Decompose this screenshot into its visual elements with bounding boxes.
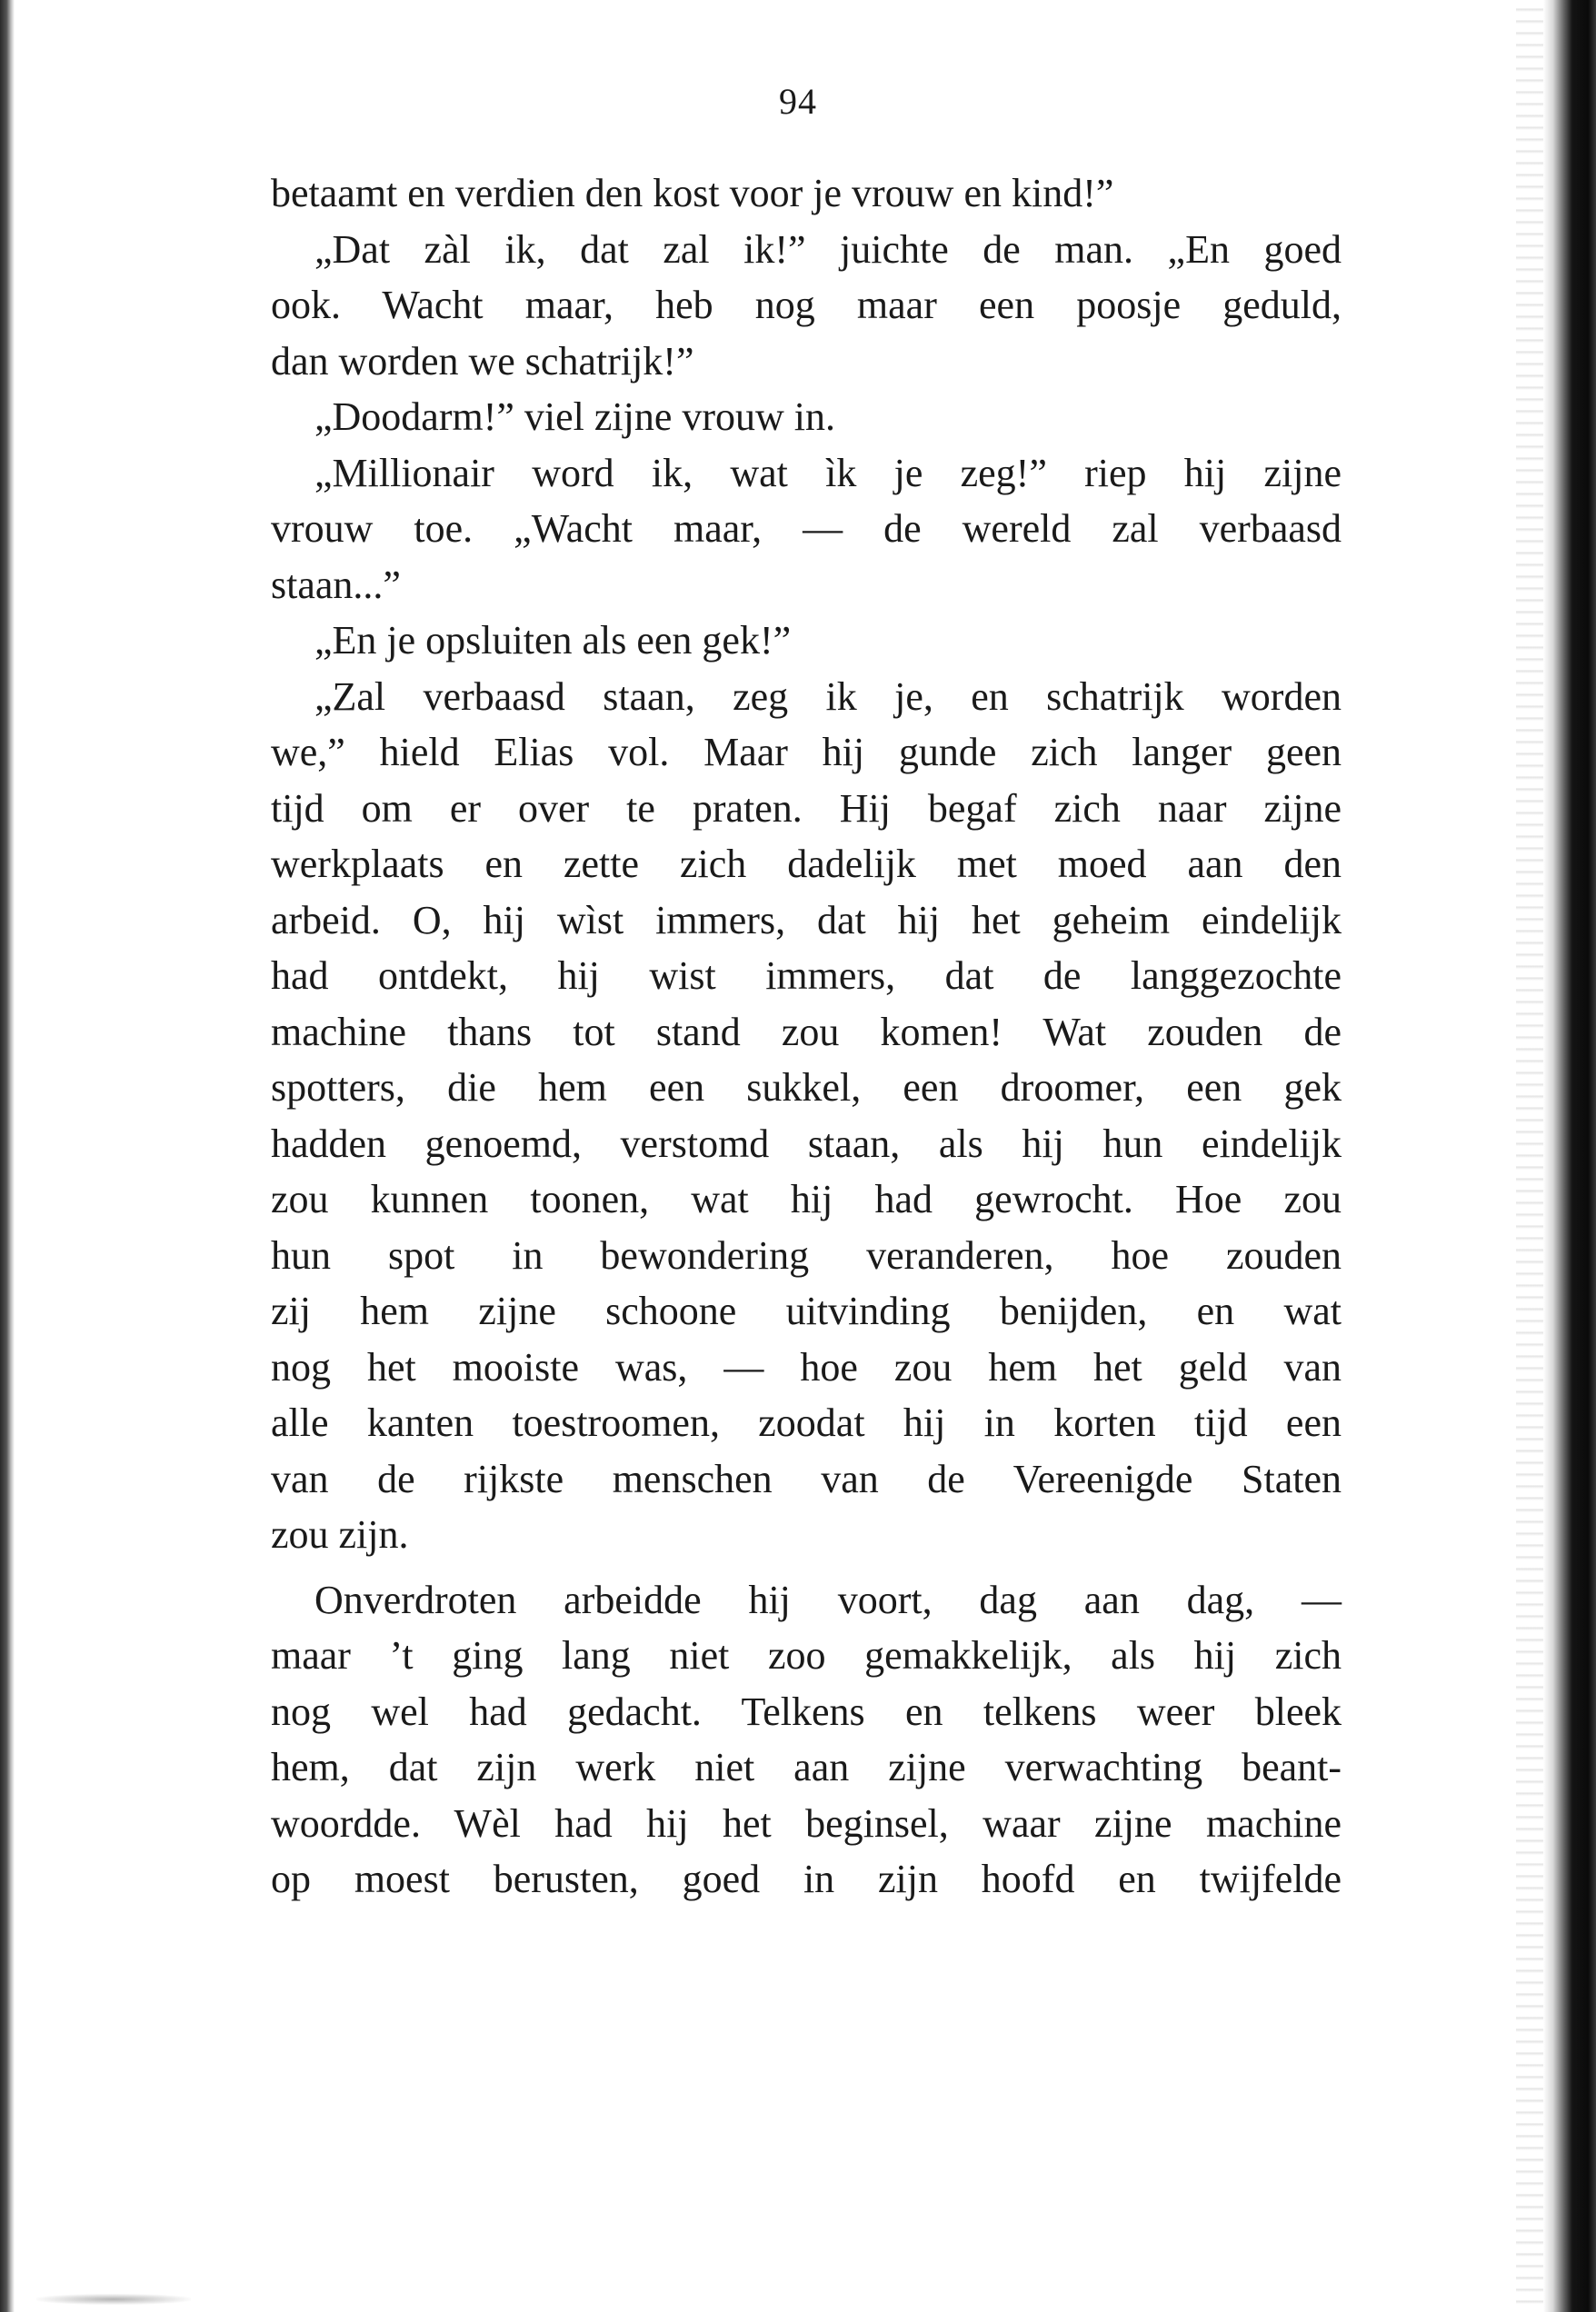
- scan-smudge: [36, 2294, 191, 2305]
- text-line: machine thans tot stand zou komen! Wat zouden de: [271, 1009, 1342, 1054]
- scan-edge-left: [0, 0, 15, 2312]
- text-line: tijd om er over te praten. Hij begaf zich naar zijne: [271, 785, 1342, 831]
- text-line: hadden genoemd, verstomd staan, als hij hun eindelijk: [271, 1121, 1342, 1166]
- text-line: „Dat zàl ik, dat zal ik!” juichte de man. „En goed: [314, 226, 1342, 272]
- text-line: spotters, die hem een sukkel, een droomer, een gek: [271, 1065, 1342, 1110]
- text-line: staan...”: [271, 562, 401, 607]
- text-line: woordde. Wèl had hij het beginsel, waar zijne machine: [271, 1800, 1342, 1846]
- text-line: we,” hield Elias vol. Maar hij gunde zich langer geen: [271, 730, 1342, 774]
- text-line: zij hem zijne schoone uitvinding benijden, en wat: [271, 1289, 1342, 1333]
- text-line: had ontdekt, hij wist immers, dat de langgezochte: [271, 953, 1342, 998]
- text-line: „Millionair word ik, wat ìk je zeg!” riep hij zijne: [314, 450, 1342, 495]
- text-line: werkplaats en zette zich dadelijk met moed aan den: [271, 842, 1342, 886]
- page-number: 94: [779, 81, 817, 122]
- scan-edge-right: [1543, 0, 1596, 2312]
- body-text: [271, 165, 1342, 1908]
- text-line: zou zijn.: [271, 1512, 409, 1557]
- text-line: Onverdroten arbeidde hij voort, dag aan dag, —: [314, 1577, 1342, 1622]
- text-line: van de rijkste menschen van de Vereenigde Staten: [271, 1456, 1342, 1501]
- text-line: nog het mooiste was, — hoe zou hem het geld van: [271, 1344, 1342, 1390]
- text-line: ook. Wacht maar, heb nog maar een poosje geduld,: [271, 283, 1342, 327]
- text-line: maar ’t ging lang niet zoo gemakkelijk, als hij zich: [271, 1633, 1342, 1678]
- text-line: zou kunnen toonen, wat hij had gewrocht. Hoe zou: [271, 1177, 1342, 1221]
- text-line: alle kanten toestroomen, zoodat hij in korten tijd een: [271, 1400, 1342, 1445]
- text-line: arbeid. O, hij wìst immers, dat hij het geheim eindelijk: [271, 897, 1342, 942]
- text-line: „Zal verbaasd staan, zeg ik je, en schatrijk worden: [314, 673, 1342, 719]
- text-line: „En je opsluiten als een gek!”: [314, 618, 792, 663]
- text-line: hem, dat zijn werk niet aan zijne verwachting beant-: [271, 1745, 1342, 1789]
- text-line: op moest berusten, goed in zijn hoofd en twijfelde: [271, 1857, 1342, 1901]
- scan-edge-speckle: [1516, 0, 1543, 2312]
- text-line: nog wel had gedacht. Telkens en telkens weer bleek: [271, 1689, 1342, 1734]
- text-line: dan worden we schatrijk!”: [271, 338, 694, 384]
- text-line: betaamt en verdien den kost voor je vrouw en kind!”: [271, 171, 1114, 215]
- text-line: hun spot in bewondering veranderen, hoe zouden: [271, 1232, 1342, 1278]
- text-line: „Doodarm!” viel zijne vrouw in.: [314, 394, 836, 439]
- text-line: vrouw toe. „Wacht maar, — de wereld zal verbaasd: [271, 506, 1342, 551]
